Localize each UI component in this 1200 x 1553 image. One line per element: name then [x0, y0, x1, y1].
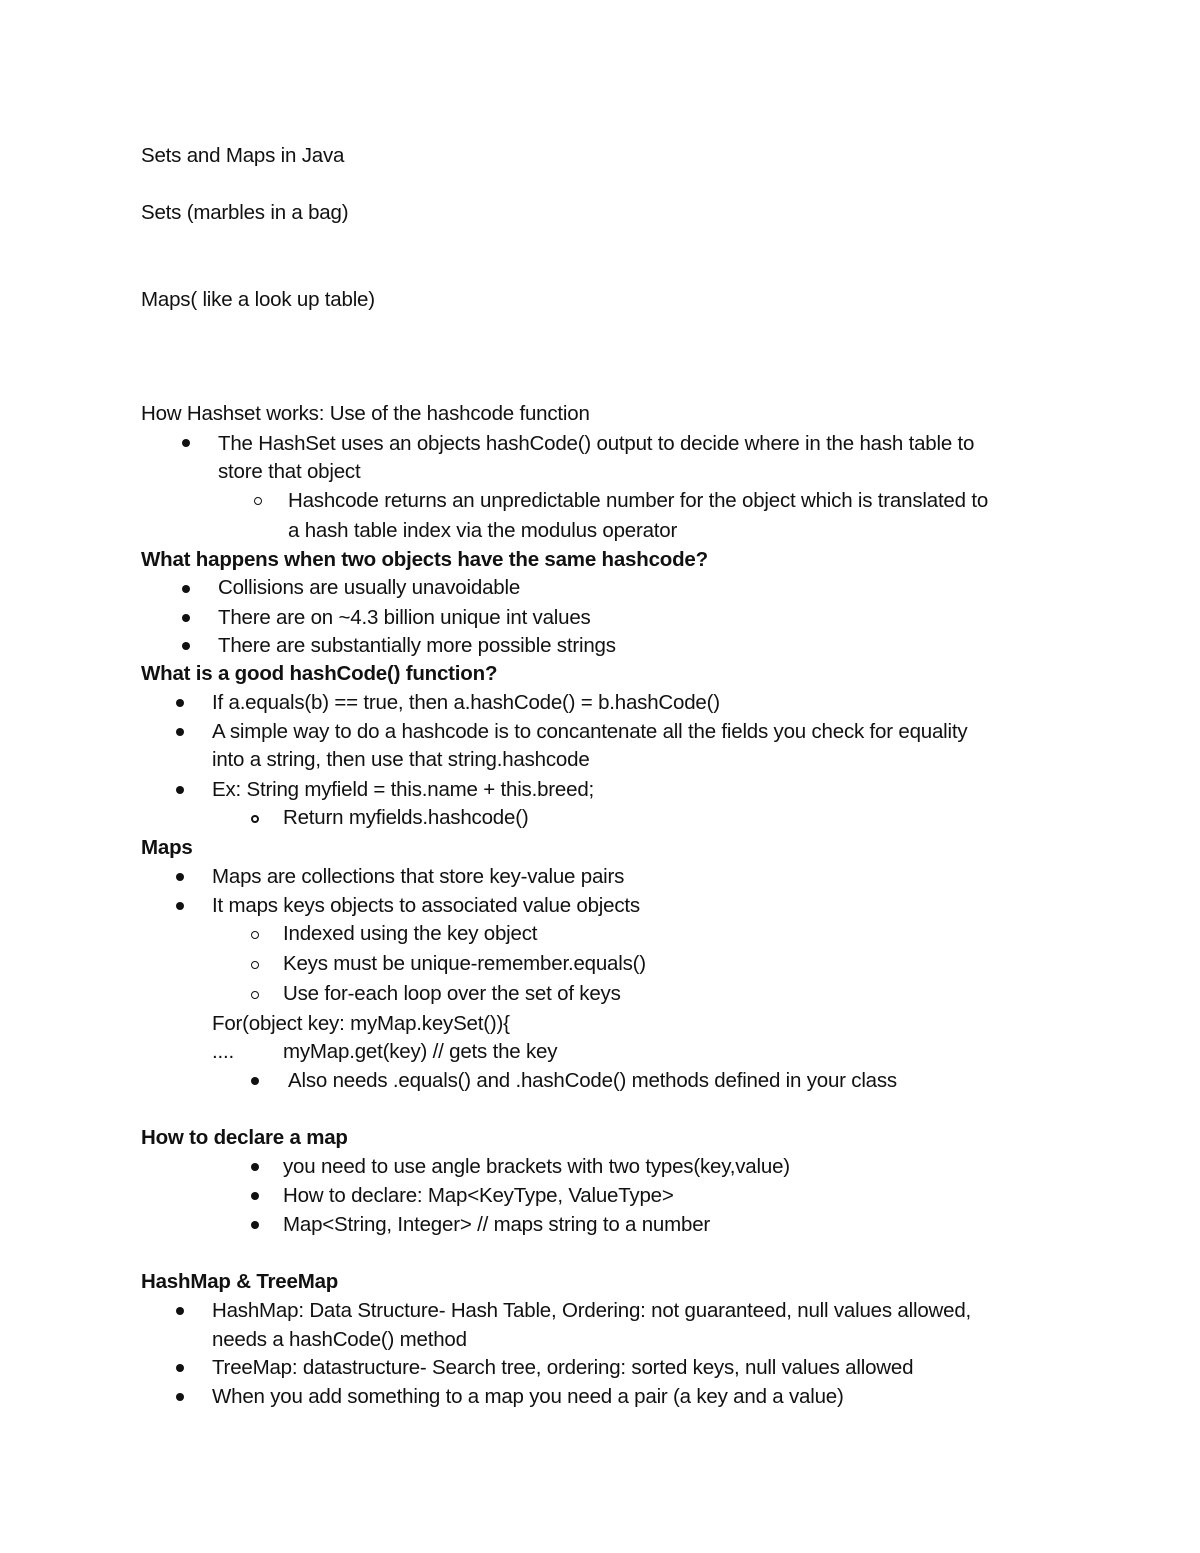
goodhash-bullet: Ex: String myfield = this.name + this.breed; — [212, 778, 595, 801]
bullet-icon — [251, 1192, 259, 1200]
declare-bullet: you need to use angle brackets with two types(key,value) — [283, 1155, 790, 1178]
sub-bullet-icon — [251, 931, 259, 939]
declare-bullet: Map<String, Integer> // maps string to a number — [283, 1213, 711, 1236]
hashmap-bullet-line-1: HashMap: Data Structure- Hash Table, Ordering: not guaranteed, null values allowed, — [212, 1299, 972, 1322]
sub-bullet-icon — [251, 991, 259, 999]
hashmap-treemap-heading: HashMap & TreeMap — [141, 1270, 339, 1293]
maps-sub: Indexed using the key object — [283, 922, 538, 945]
map-pair-bullet: When you add something to a map you need a pair (a key and a value) — [212, 1385, 844, 1408]
bullet-icon — [176, 1393, 184, 1401]
declare-heading: How to declare a map — [141, 1126, 348, 1149]
bullet-icon — [251, 1077, 259, 1085]
bullet-icon — [251, 1163, 259, 1171]
code-line-2: myMap.get(key) // gets the key — [283, 1040, 558, 1063]
code-line-2-prefix: .... — [212, 1040, 234, 1063]
maps-sub: Use for-each loop over the set of keys — [283, 982, 621, 1005]
bullet-icon — [182, 614, 190, 622]
declare-bullet: How to declare: Map<KeyType, ValueType> — [283, 1184, 674, 1207]
bullet-icon — [182, 439, 190, 447]
hashset-bullet-line-1: The HashSet uses an objects hashCode() output to decide where in the hash table to — [218, 432, 975, 455]
doc-title: Sets and Maps in Java — [141, 144, 345, 167]
bullet-icon — [176, 728, 184, 736]
maps-sub: Keys must be unique-remember.equals() — [283, 952, 646, 975]
bullet-icon — [176, 1307, 184, 1315]
maps-intro: Maps( like a look up table) — [141, 288, 375, 311]
bullet-icon — [182, 585, 190, 593]
hashset-heading: How Hashset works: Use of the hashcode function — [141, 402, 590, 425]
maps-bullet: Maps are collections that store key-value pairs — [212, 865, 625, 888]
treemap-bullet: TreeMap: datastructure- Search tree, ordering: sorted keys, null values allowed — [212, 1356, 914, 1379]
goodhash-sub: Return myfields.hashcode() — [283, 806, 529, 829]
sub-bullet-icon — [251, 815, 259, 823]
bullet-icon — [176, 873, 184, 881]
hashmap-bullet-line-2: needs a hashCode() method — [212, 1328, 467, 1351]
collision-bullet: There are substantially more possible strings — [218, 634, 616, 657]
bullet-icon — [176, 1364, 184, 1372]
bullet-icon — [251, 1221, 259, 1229]
hashset-bullet-line-2: store that object — [218, 460, 361, 483]
hashset-sub-line-1: Hashcode returns an unpredictable number for the object which is translated to — [288, 489, 989, 512]
hashset-sub-line-2: a hash table index via the modulus operator — [288, 519, 678, 542]
sets-heading: Sets (marbles in a bag) — [141, 201, 349, 224]
sub-bullet-icon — [251, 961, 259, 969]
goodhash-bullet: If a.equals(b) == true, then a.hashCode() = b.hashCode() — [212, 691, 720, 714]
code-line-1: For(object key: myMap.keySet()){ — [212, 1012, 510, 1035]
maps-heading: Maps — [141, 836, 193, 859]
sub-bullet-icon — [254, 497, 262, 505]
collision-bullet: Collisions are usually unavoidable — [218, 576, 521, 599]
bullet-icon — [176, 902, 184, 910]
collision-heading: What happens when two objects have the same hashcode? — [141, 548, 708, 571]
collision-bullet: There are on ~4.3 billion unique int values — [218, 606, 591, 629]
bullet-icon — [176, 786, 184, 794]
goodhash-bullet-line-2: into a string, then use that string.hashcode — [212, 748, 590, 771]
bullet-icon — [176, 699, 184, 707]
goodhash-heading: What is a good hashCode() function? — [141, 662, 498, 685]
maps-bullet: It maps keys objects to associated value objects — [212, 894, 640, 917]
bullet-icon — [182, 642, 190, 650]
maps-note: Also needs .equals() and .hashCode() methods defined in your class — [288, 1069, 897, 1092]
goodhash-bullet-line-1: A simple way to do a hashcode is to concantenate all the fields you check for equality — [212, 720, 968, 743]
